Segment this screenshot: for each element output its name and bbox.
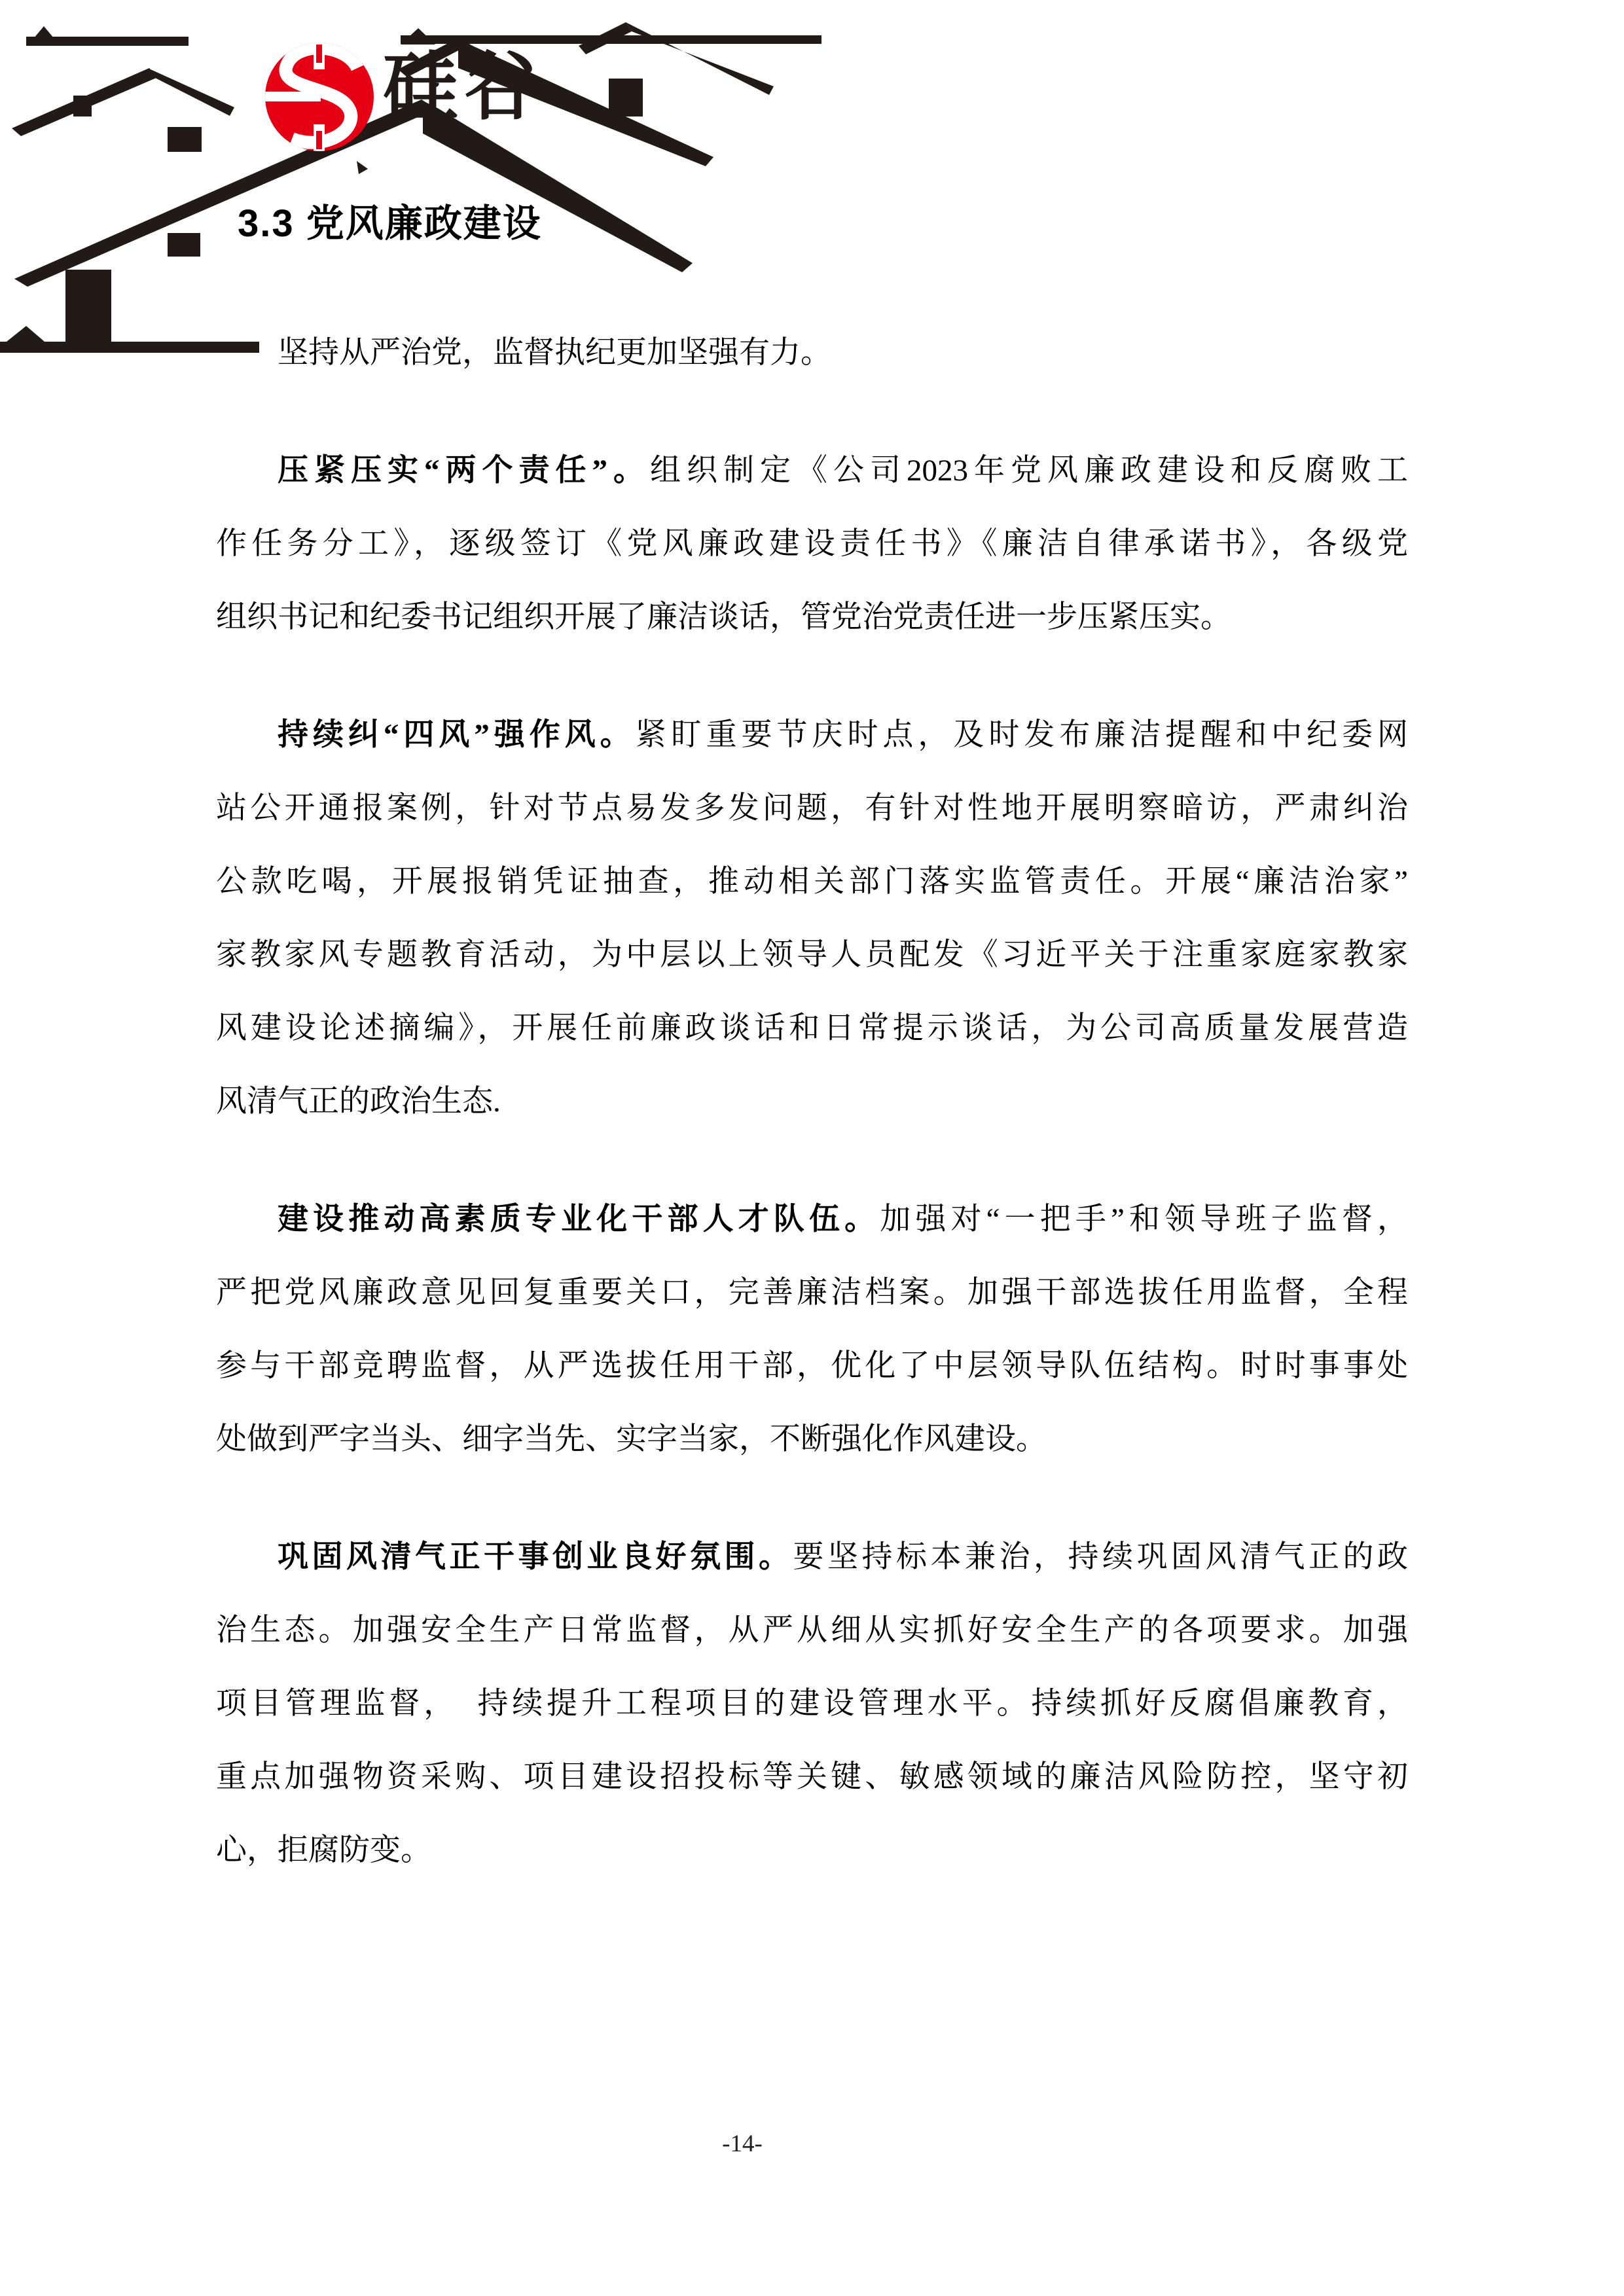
line-text: 风建设论述摘编》，开展任前廉政谈话和日常提示谈话，为公司高质量发展营造 [216,1011,1408,1045]
line-text: 风清气正的政治生态. [216,1085,501,1119]
paragraph-line [216,1403,1408,1476]
page-number: -14- [722,2130,763,2157]
paragraph-line [216,1065,1408,1138]
paragraph-line [216,1183,1408,1256]
body-paragraph [216,698,1408,1138]
paragraph-line [216,507,1408,581]
line-text: 处做到严字当头、细字当先、实字当家，不断强化作风建设。 [216,1422,1047,1456]
line-text: 坚持从严治党，监督执纪更加坚强有力。 [278,336,831,370]
paragraph-line [216,1329,1408,1403]
paragraph-line [216,1814,1408,1887]
line-text: 参与干部竞聘监督，从严选拔任用干部，优化了中层领导队伍结构。时时事事处 [216,1349,1408,1383]
line-text: 重点加强物资采购、项目建设招投标等关键、敏感领域的廉洁风险防控，坚守初 [216,1760,1408,1794]
line-text: 心，拒腐防变。 [216,1833,431,1867]
paragraph-line [216,845,1408,918]
line-text: 加强对“一把手”和领导班子监督， [880,1202,1408,1236]
line-text: 公款吃喝，开展报销凭证抽查，推动相关部门落实监管责任。开展“廉洁治家” [216,865,1408,899]
line-text: 项目管理监督， 持续提升工程项目的建设管理水平。持续抓好反腐倡廉教育， [216,1687,1408,1721]
paragraph-line [216,772,1408,845]
body-paragraph [216,1520,1408,1887]
line-text: 治生态。加强安全生产日常监督，从严从细从实抓好安全生产的各项要求。加强 [216,1613,1408,1647]
body-paragraph [216,1183,1408,1476]
paragraph-line [216,1594,1408,1667]
line-text: 组织书记和纪委书记组织开展了廉洁谈话，管党治党责任进一步压紧压实。 [216,600,1231,634]
lead-in-bold: 巩固风清气正干事创业良好氛围。 [278,1540,793,1574]
paragraph-line [216,1740,1408,1814]
lead-in-bold: 建设推动高素质专业化干部人才队伍。 [278,1202,880,1236]
lead-in-bold: 压紧压实“两个责任”。 [278,454,650,488]
line-text: 站公开通报案例，针对节点易发多发问题，有针对性地开展明察暗访，严肃纠治 [216,791,1408,825]
paragraph-line [216,1256,1408,1329]
paragraph-line [216,1667,1408,1740]
paragraph-line [216,581,1408,654]
paragraph-line [216,434,1408,507]
line-text: 严把党风廉政意见回复重要关口，完善廉洁档案。加强干部选拔任用监督，全程 [216,1276,1408,1310]
line-text: 作任务分工》，逐级签订《党风廉政建设责任书》《廉洁自律承诺书》，各级党 [216,527,1408,561]
body-paragraph [216,316,1408,389]
brand-name: 硅谷 [383,46,546,129]
paragraph-line [216,1520,1408,1594]
body-paragraph [216,434,1408,654]
line-text: 要坚持标本兼治，持续巩固风清气正的政 [793,1540,1408,1574]
line-text: 紧盯重要节庆时点，及时发布廉洁提醒和中纪委网 [635,718,1408,752]
section-heading: 3.3 党风廉政建设 [238,202,542,245]
lead-in-bold: 持续纠“四风”强作风。 [278,718,636,752]
line-text: 组织制定《公司2023年党风廉政建设和反腐败工 [650,454,1408,488]
paragraph-line [216,992,1408,1065]
paragraph-line [216,698,1408,772]
line-text: 家教家风专题教育活动，为中层以上领导人员配发《习近平关于注重家庭家教家 [216,938,1408,972]
paragraph-line [216,316,1408,389]
paragraph-line [216,918,1408,992]
document-body [216,316,1408,1887]
